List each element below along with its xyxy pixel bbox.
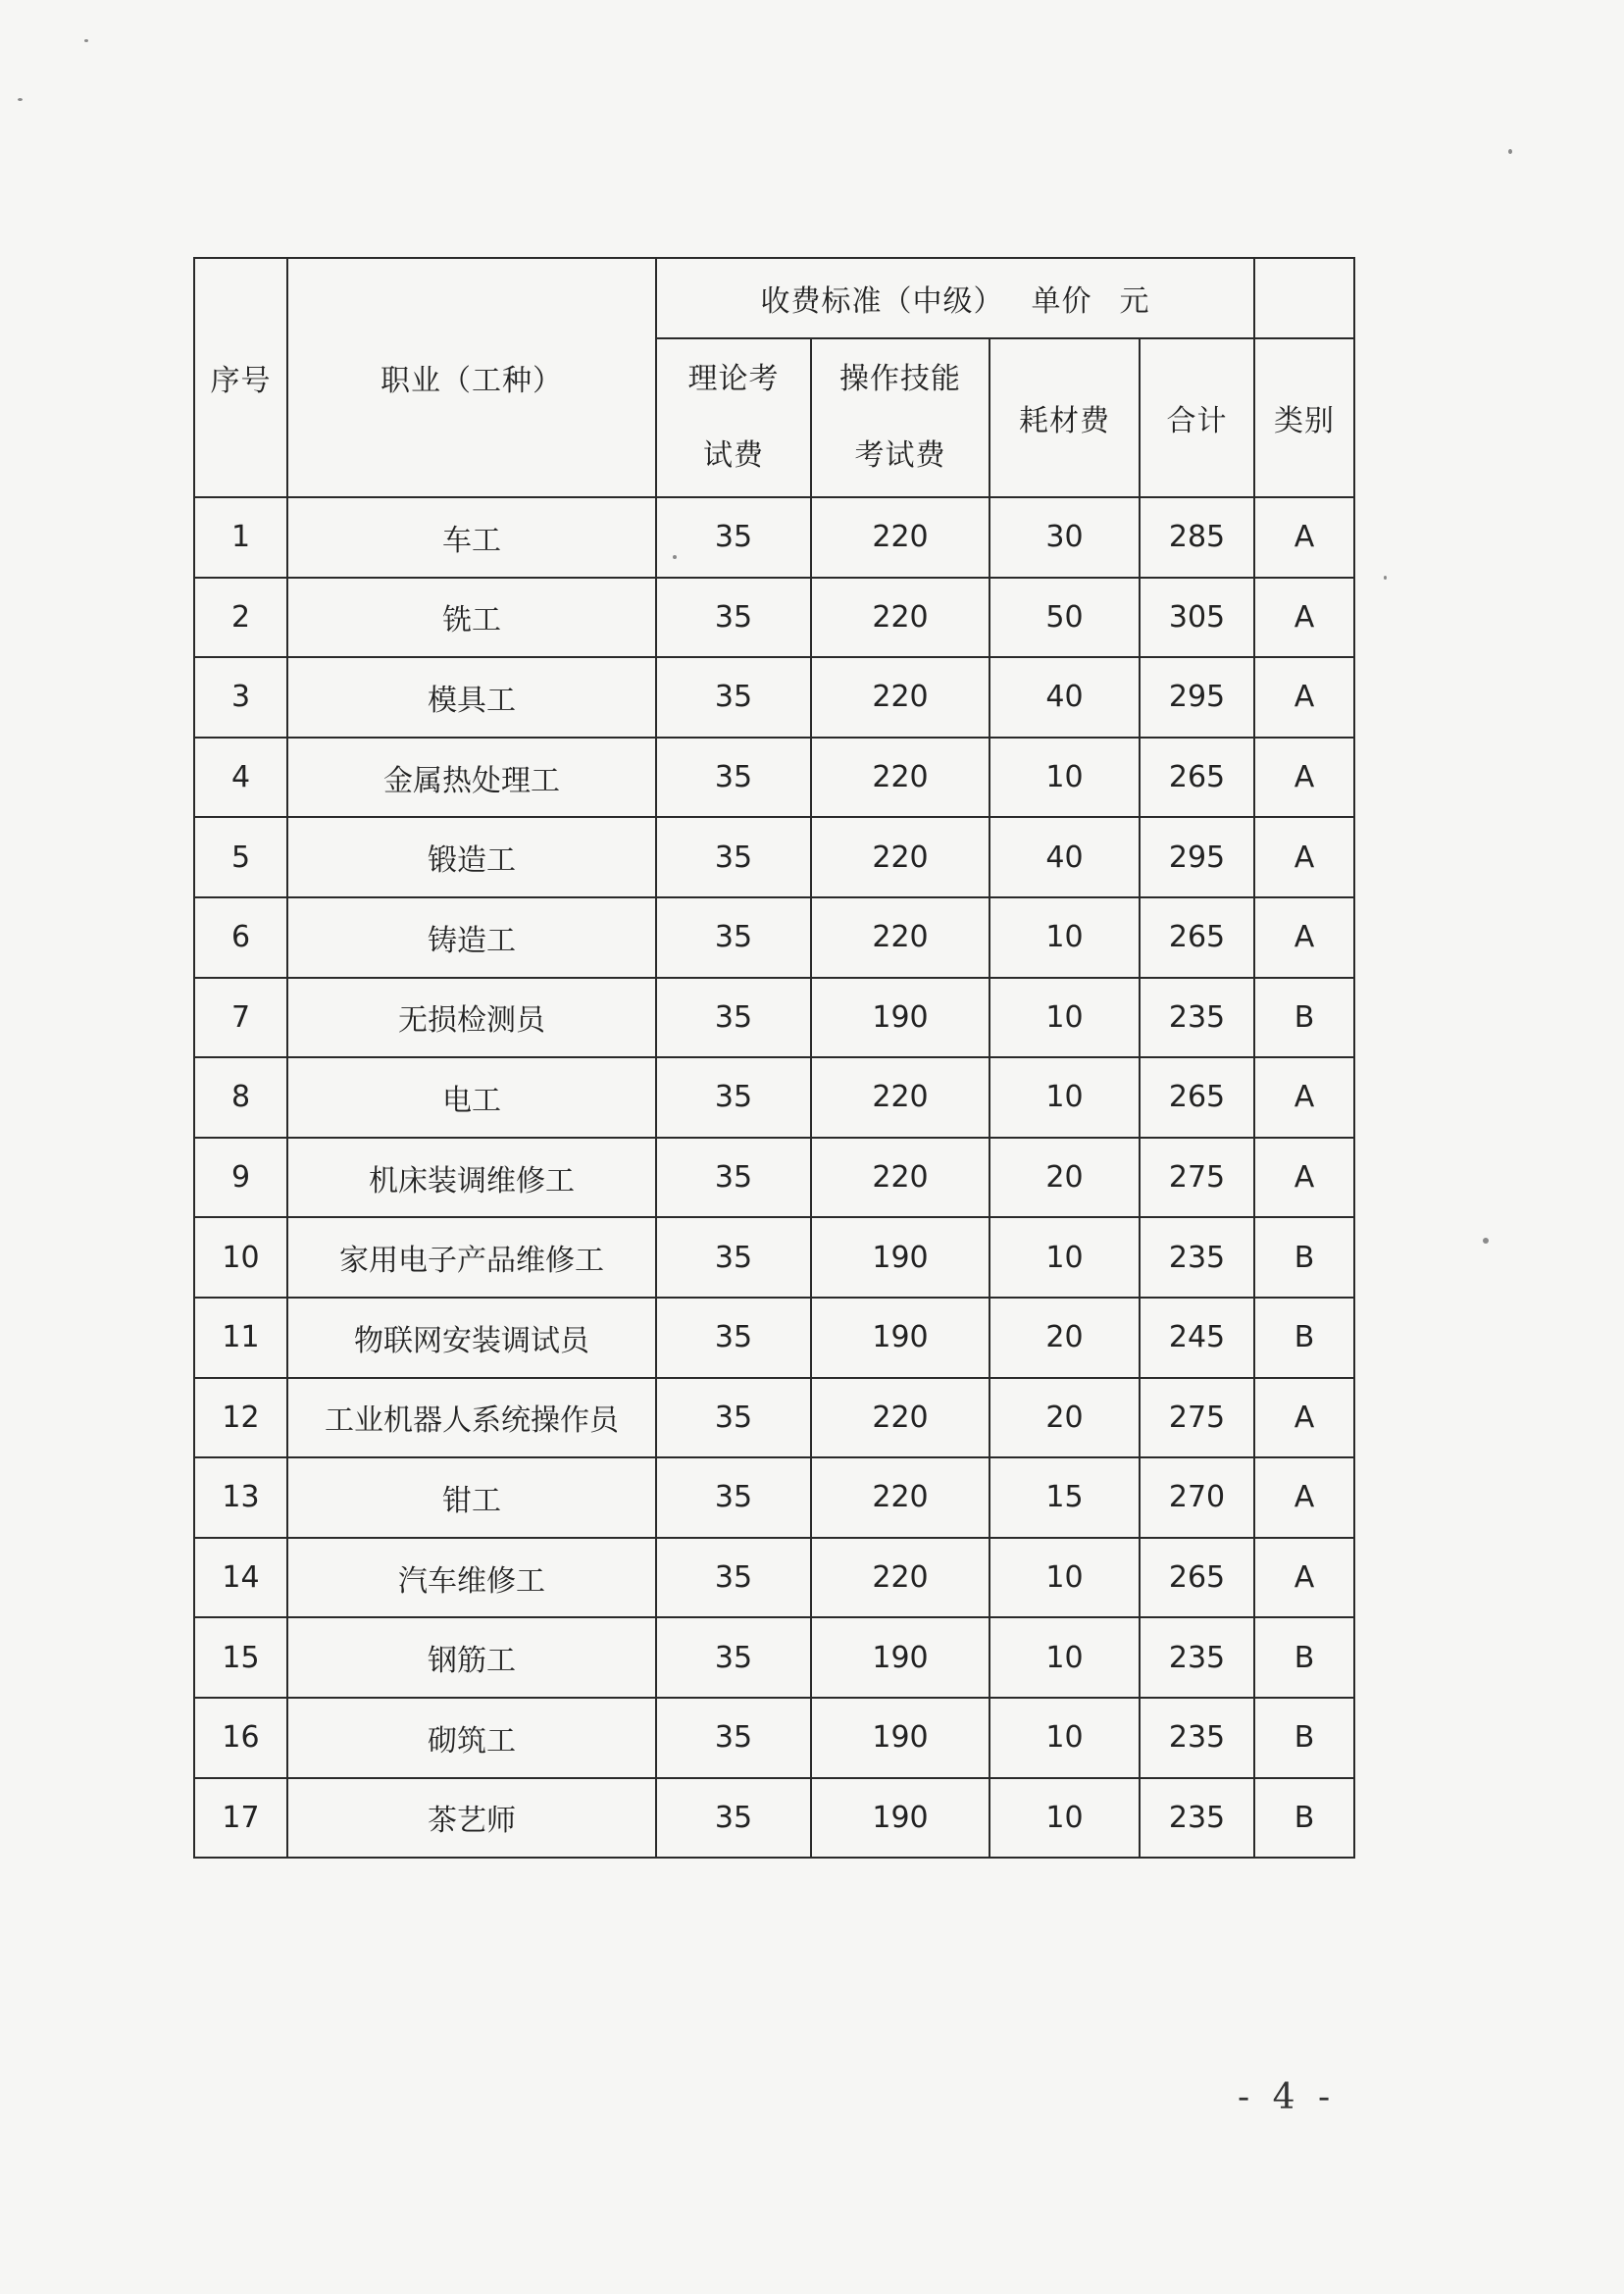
cell-material-fee: 20: [990, 1298, 1140, 1378]
cell-total: 295: [1140, 657, 1254, 738]
cell-total: 235: [1140, 1617, 1254, 1698]
cell-total: 235: [1140, 1778, 1254, 1859]
scan-speck: [18, 98, 23, 101]
cell-total: 270: [1140, 1457, 1254, 1538]
page-number: - 4 -: [1238, 2077, 1337, 2117]
cell-total: 235: [1140, 978, 1254, 1058]
cell-total: 245: [1140, 1298, 1254, 1378]
cell-theory-fee: 35: [656, 578, 811, 658]
header-occupation: 职业（工种）: [287, 258, 656, 497]
table-body: [194, 497, 1354, 1858]
header-theory-line1: 理论考: [687, 362, 780, 396]
table-row: [194, 1298, 1354, 1378]
fee-standard-title: 收费标准（中级）: [760, 284, 1004, 319]
cell-category: A: [1254, 578, 1354, 658]
cell-occupation: 钢筋工: [287, 1617, 656, 1698]
cell-theory-fee: 35: [656, 1698, 811, 1778]
cell-skill-fee: 220: [811, 1057, 990, 1138]
cell-total: 265: [1140, 897, 1254, 978]
cell-skill-fee: 190: [811, 978, 990, 1058]
cell-skill-fee: 190: [811, 1778, 990, 1859]
cell-occupation: 模具工: [287, 657, 656, 738]
cell-material-fee: 40: [990, 817, 1140, 897]
cell-occupation: 机床装调维修工: [287, 1138, 656, 1218]
cell-occupation: 金属热处理工: [287, 738, 656, 818]
cell-theory-fee: 35: [656, 1778, 811, 1859]
header-skill-line1: 操作技能: [839, 362, 961, 396]
cell-material-fee: 10: [990, 1538, 1140, 1618]
cell-category: B: [1254, 1217, 1354, 1298]
cell-category: A: [1254, 738, 1354, 818]
cell-material-fee: 15: [990, 1457, 1140, 1538]
cell-seq: 2: [194, 578, 287, 658]
table-row: [194, 978, 1354, 1058]
cell-seq: 6: [194, 897, 287, 978]
cell-skill-fee: 190: [811, 1617, 990, 1698]
cell-total: 285: [1140, 497, 1254, 578]
cell-category: A: [1254, 1457, 1354, 1538]
table-row: [194, 1138, 1354, 1218]
cell-seq: 9: [194, 1138, 287, 1218]
header-theory-fee: [656, 338, 811, 497]
table-row: [194, 738, 1354, 818]
cell-total: 265: [1140, 1538, 1254, 1618]
header-skill-line2: 考试费: [854, 438, 946, 473]
cell-total: 275: [1140, 1138, 1254, 1218]
table-row: [194, 897, 1354, 978]
cell-total: 265: [1140, 1057, 1254, 1138]
cell-material-fee: 10: [990, 897, 1140, 978]
header-skill-fee: [811, 338, 990, 497]
cell-occupation: 无损检测员: [287, 978, 656, 1058]
cell-material-fee: 30: [990, 497, 1140, 578]
cell-theory-fee: 35: [656, 497, 811, 578]
fee-standard-table: [193, 257, 1355, 1859]
cell-total: 265: [1140, 738, 1254, 818]
cell-skill-fee: 220: [811, 497, 990, 578]
cell-seq: 11: [194, 1298, 287, 1378]
cell-seq: 16: [194, 1698, 287, 1778]
cell-theory-fee: 35: [656, 1617, 811, 1698]
table-row: [194, 1378, 1354, 1458]
cell-occupation: 钳工: [287, 1457, 656, 1538]
header-row-top: [194, 258, 1354, 338]
cell-theory-fee: 35: [656, 1538, 811, 1618]
header-material-fee: 耗材费: [990, 338, 1140, 497]
cell-occupation: 电工: [287, 1057, 656, 1138]
cell-seq: 13: [194, 1457, 287, 1538]
cell-skill-fee: 190: [811, 1217, 990, 1298]
cell-material-fee: 10: [990, 738, 1140, 818]
cell-occupation: 物联网安装调试员: [287, 1298, 656, 1378]
table-row: [194, 497, 1354, 578]
cell-material-fee: 10: [990, 1217, 1140, 1298]
cell-seq: 7: [194, 978, 287, 1058]
cell-occupation: 工业机器人系统操作员: [287, 1378, 656, 1458]
cell-skill-fee: 220: [811, 578, 990, 658]
cell-material-fee: 40: [990, 657, 1140, 738]
cell-theory-fee: 35: [656, 1298, 811, 1378]
cell-category: B: [1254, 1298, 1354, 1378]
scan-speck: [84, 39, 88, 42]
cell-theory-fee: 35: [656, 1457, 811, 1538]
cell-material-fee: 10: [990, 1057, 1140, 1138]
cell-category: B: [1254, 1698, 1354, 1778]
cell-skill-fee: 220: [811, 1138, 990, 1218]
cell-skill-fee: 220: [811, 897, 990, 978]
cell-seq: 15: [194, 1617, 287, 1698]
cell-category: A: [1254, 1378, 1354, 1458]
cell-seq: 10: [194, 1217, 287, 1298]
header-seq: 序号: [194, 258, 287, 497]
cell-seq: 17: [194, 1778, 287, 1859]
cell-skill-fee: 220: [811, 657, 990, 738]
scan-speck: [1508, 149, 1512, 154]
cell-total: 235: [1140, 1217, 1254, 1298]
table-row: [194, 1538, 1354, 1618]
cell-category: A: [1254, 497, 1354, 578]
cell-total: 275: [1140, 1378, 1254, 1458]
cell-occupation: 锻造工: [287, 817, 656, 897]
header-total: 合计: [1140, 338, 1254, 497]
cell-occupation: 铸造工: [287, 897, 656, 978]
cell-theory-fee: 35: [656, 817, 811, 897]
cell-material-fee: 10: [990, 1778, 1140, 1859]
cell-material-fee: 10: [990, 1617, 1140, 1698]
table-row: [194, 1457, 1354, 1538]
table-row: [194, 1217, 1354, 1298]
cell-seq: 14: [194, 1538, 287, 1618]
cell-skill-fee: 220: [811, 1457, 990, 1538]
header-theory-line2: 试费: [703, 438, 764, 473]
cell-category: B: [1254, 978, 1354, 1058]
cell-category: A: [1254, 1538, 1354, 1618]
cell-seq: 4: [194, 738, 287, 818]
cell-seq: 3: [194, 657, 287, 738]
cell-material-fee: 20: [990, 1378, 1140, 1458]
cell-total: 295: [1140, 817, 1254, 897]
cell-material-fee: 50: [990, 578, 1140, 658]
cell-category: A: [1254, 817, 1354, 897]
unit-label: 元: [1119, 284, 1150, 319]
header-fee-standard: [656, 258, 1254, 338]
scan-speck: [1384, 576, 1387, 580]
cell-category: A: [1254, 1057, 1354, 1138]
cell-theory-fee: 35: [656, 978, 811, 1058]
cell-skill-fee: 190: [811, 1698, 990, 1778]
cell-seq: 12: [194, 1378, 287, 1458]
cell-occupation: 车工: [287, 497, 656, 578]
cell-skill-fee: 220: [811, 738, 990, 818]
table-row: [194, 1057, 1354, 1138]
cell-occupation: 砌筑工: [287, 1698, 656, 1778]
header-category: 类别: [1254, 338, 1354, 497]
cell-category: B: [1254, 1617, 1354, 1698]
cell-total: 235: [1140, 1698, 1254, 1778]
table-row: [194, 657, 1354, 738]
cell-occupation: 家用电子产品维修工: [287, 1217, 656, 1298]
cell-theory-fee: 35: [656, 1378, 811, 1458]
cell-theory-fee: 35: [656, 657, 811, 738]
cell-seq: 1: [194, 497, 287, 578]
cell-category: A: [1254, 1138, 1354, 1218]
cell-occupation: 铣工: [287, 578, 656, 658]
cell-category: B: [1254, 1778, 1354, 1859]
cell-skill-fee: 220: [811, 1378, 990, 1458]
cell-category: A: [1254, 897, 1354, 978]
cell-material-fee: 10: [990, 1698, 1140, 1778]
unit-price-label: 单价: [1031, 284, 1092, 319]
cell-theory-fee: 35: [656, 738, 811, 818]
cell-skill-fee: 220: [811, 817, 990, 897]
cell-material-fee: 20: [990, 1138, 1140, 1218]
table-row: [194, 1698, 1354, 1778]
cell-skill-fee: 220: [811, 1538, 990, 1618]
cell-theory-fee: 35: [656, 1217, 811, 1298]
table-row: [194, 578, 1354, 658]
table-row: [194, 817, 1354, 897]
cell-occupation: 茶艺师: [287, 1778, 656, 1859]
header-blank-cell: [1254, 258, 1354, 338]
cell-category: A: [1254, 657, 1354, 738]
cell-theory-fee: 35: [656, 1138, 811, 1218]
cell-seq: 8: [194, 1057, 287, 1138]
table-row: [194, 1778, 1354, 1859]
cell-skill-fee: 190: [811, 1298, 990, 1378]
table-row: [194, 1617, 1354, 1698]
cell-total: 305: [1140, 578, 1254, 658]
cell-theory-fee: 35: [656, 1057, 811, 1138]
cell-seq: 5: [194, 817, 287, 897]
cell-occupation: 汽车维修工: [287, 1538, 656, 1618]
cell-material-fee: 10: [990, 978, 1140, 1058]
cell-theory-fee: 35: [656, 897, 811, 978]
scan-speck: [1483, 1238, 1489, 1244]
